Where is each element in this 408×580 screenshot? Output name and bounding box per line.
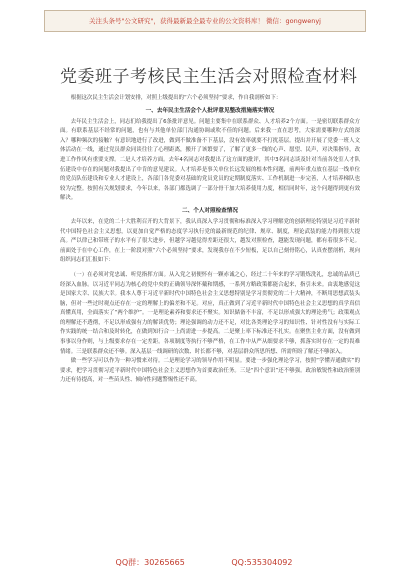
header-banner: 关注头条号"公文研究"，获得最新最全最专业的公文资料库！ 微信：gongwenyj bbox=[44, 10, 366, 32]
section2-paragraph-1: 去年以来，在党的二十大胜利召开的大背景下，我认真深入学习贯彻和标准深入学习理解党的创新理论特别是习近平新时代中国特色社会主义思想，以更加自觉严格的态度学习执行党的最新规范的纪律、规章、制度，理论武装的能力得到很大提高。严以律己和带班子的水平有了很大进步，但越学习越觉得差距还很大，越发对照检查，越能发现问题，都有着很多不足。前面处于在中心工作，在上一阶段对照“六个必须坚持”要求，发现我存在不少短板，足以自己刻骨铭心，认真查摆剖析，现向组织同志们汇报如下： bbox=[60, 218, 360, 264]
section2-paragraph-2: （一）在必须对党忠诚、听党指挥方面。从入党之初便怀有一颗赤诚之心，经过二十年来的学习锻炼洗礼，忠诚的品质已经深入血脉。以习近平同志为核心的党中央的正确领导深怀戴和期感，一系列方略政策都能合起来，指引未来。由衷地感觉这是国家大幸、民族大幸。我本人尊于习近平新时代中国特色社会主义思想特别是学习贯彻党的二十大精神，不断用思想武装头脑，但对一些过时观点还存在一定的理解上的偏差和不足。对应，真正做到了习近平新时代中国特色社会主义思想的真学真信真懂真用，全面落实了“两个维护”。一是理论素养和要求还不聚实。知识储备不丰富，不足以形成强大的理论勇气；政策观点的理解还不透彻，不足以形成强有力的解读优势；理论强调的动力还不足，对比各类理论学习的知识性、针对性没有与实际工作实践的统一结合和及时转化，在做到知行合一上尚需进一步提高。二是聚上率下标准还不扎实。在聚焦主业方面，没有做到事事以身作则，与上级要求存在一定差距。各项制度等执行不够严格，在工作中从严从细要求不够，抓落实时存在一定的畏难情绪。三是联系群众还不够。深入基层一线调研的次数、时长都不够，对基层群众所思所想、所需所盼了解还不够深入。 bbox=[60, 271, 360, 355]
qq-label: QQ:535304092 bbox=[231, 558, 293, 567]
section2-heading: 二、个人对照检查情况 bbox=[182, 207, 238, 214]
section1-paragraph: 去年民主生活会上，同志们给我提出了6条批评意见。问题主要集中在联系群众、人才培养2个方面。一是密切联系群众方面。有联系基层不经常的问题，也有与其他单位部门沟通协调或吹不佳的问题。后来我一直在思考，大家需要哪种方式的深入？哪种频次的接触？有意识地进行了改进，做到不做准备不下基层，没有效率就要不打扰基层。提出并开展了党委一班人文体活动在一线，通过党员群众同谈往往了心理距离，搬开了该繁要了，了解了更多一线的心声、愿望、民声，对决策指导，改进工作作风有重要支撑。二是人才培养方面。去年4名同志对我提出了这方面的批评，其中3名同志谈及针对当前各处室人才队伍建设中存在的问题对我提出了中肯的意见建议。人才培养是事关单位长远发展的根本性问题，前两年重点放在基层一线单位的党员队伍建设和专业人才建设上，各部门各党委对基础的党员党员的定期制度落实、工作机制进一步完善，人才培养梯队也较为完整。按照有关规划要求，今年以来，各部门都选调了一部分骨干加大培养使用力度，相信同时年，这个问题得到更有效解决。 bbox=[60, 118, 360, 202]
footer-contact bbox=[0, 557, 408, 568]
qq-group-label: QQ群：30265665 bbox=[115, 558, 185, 567]
document-body bbox=[60, 94, 360, 386]
document-title: 党委班子考核民主生活会对照检查材料 bbox=[60, 67, 358, 87]
section1-heading: 一、去年民主生活会个人批评意见整改措施落实情况 bbox=[145, 107, 275, 114]
intro-paragraph: 根据这次民主生活会计划安排，对照上级提出的“六个必须坚持”要求，作自我剖析如下： bbox=[70, 95, 282, 101]
section2-paragraph-3: 做一些学习可以作为一种习惯来对待。二是理论学习的领导作用不明显。要进一步强化理论学习，按照“学懂弄通做实”的要求，把学习贯彻习近平新时代中国特色社会主义思想作为首要政治任务。三是“四个意识”还不够强。政治敏锐性和政治鉴别力还有待提高，对一些苗头性、倾向性问题警惕性还不高。 bbox=[60, 358, 360, 384]
